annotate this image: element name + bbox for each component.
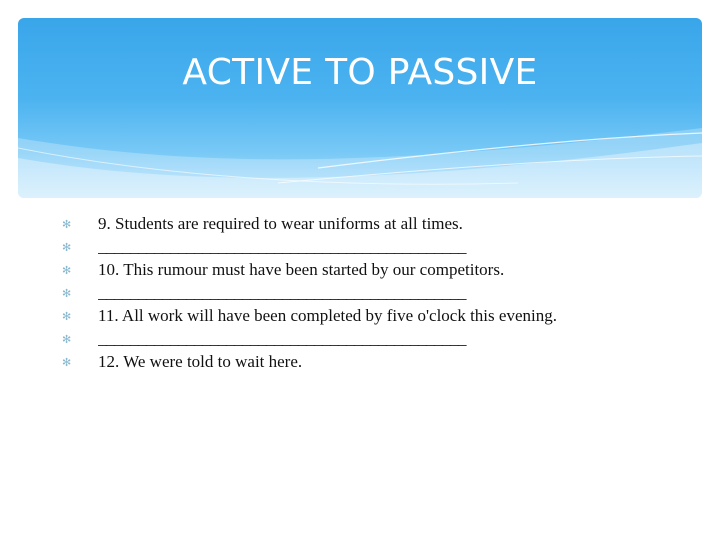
asterisk-icon: ✻ bbox=[62, 264, 72, 277]
question-text: 9. Students are required to wear uniforms at all times. bbox=[98, 214, 463, 233]
question-item bbox=[62, 350, 662, 373]
asterisk-icon: ✻ bbox=[62, 356, 72, 369]
question-item bbox=[62, 212, 662, 235]
question-item bbox=[62, 304, 662, 327]
asterisk-icon: ✻ bbox=[62, 241, 72, 254]
blank-line-text: ______________________________________________ bbox=[98, 329, 466, 348]
asterisk-icon: ✻ bbox=[62, 218, 72, 231]
answer-blank-line bbox=[62, 281, 662, 304]
blank-line-text: ______________________________________________ bbox=[98, 237, 466, 256]
banner-wave-decoration bbox=[18, 18, 702, 198]
title-banner bbox=[18, 18, 702, 198]
blank-line-text: ______________________________________________ bbox=[98, 283, 466, 302]
answer-blank-line bbox=[62, 327, 662, 350]
question-item bbox=[62, 258, 662, 281]
question-text: 10. This rumour must have been started by our competitors. bbox=[98, 260, 505, 279]
bullet-list bbox=[62, 212, 662, 373]
slide-title: ACTIVE TO PASSIVE bbox=[182, 52, 538, 93]
answer-blank-line bbox=[62, 235, 662, 258]
asterisk-icon: ✻ bbox=[62, 287, 72, 300]
question-text: 12. We were told to wait here. bbox=[98, 352, 303, 371]
question-text: 11. All work will have been completed by five o'clock this evening. bbox=[98, 306, 557, 325]
asterisk-icon: ✻ bbox=[62, 333, 72, 346]
asterisk-icon: ✻ bbox=[62, 310, 72, 323]
